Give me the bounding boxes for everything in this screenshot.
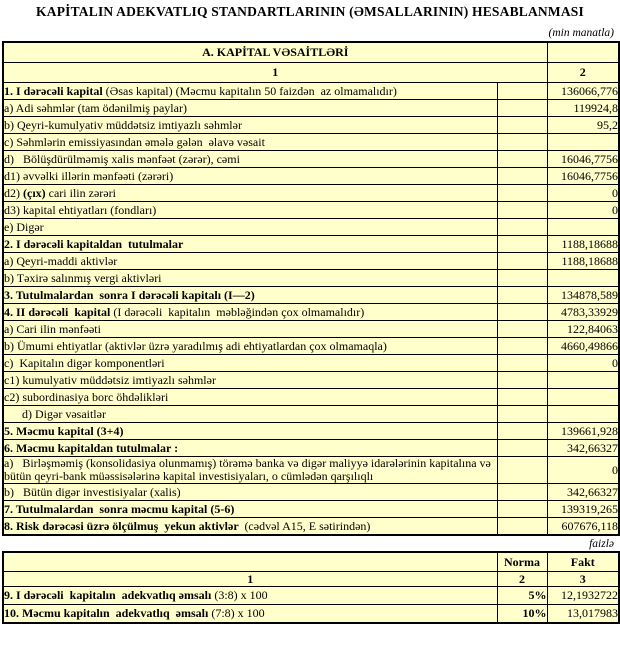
table-row: [3, 338, 619, 355]
capital-funds-table: [2, 41, 620, 536]
row-label-text: b) Təxirə salınmış vergi aktivləri: [4, 270, 162, 285]
table-row: [3, 168, 619, 185]
row-label-text: a) Cari ilin mənfəəti: [4, 321, 101, 336]
row-label: [3, 423, 497, 440]
row-label: [3, 605, 497, 624]
table-row: [3, 389, 619, 406]
row-label: [3, 270, 497, 287]
table-row: [3, 117, 619, 134]
row-label: [3, 304, 497, 321]
row-label: [3, 501, 497, 518]
row-value: 16046,7756: [547, 151, 619, 168]
row-label: [3, 321, 497, 338]
table-row: [3, 518, 619, 536]
row-label: [3, 518, 497, 536]
table-row: [3, 406, 619, 423]
row-label: [3, 406, 497, 423]
row-label: [3, 202, 497, 219]
row-label: [3, 457, 497, 484]
row-label: [3, 117, 497, 134]
row-norma-value: 10%: [497, 605, 547, 624]
row-middle-cell: [497, 236, 547, 253]
row-value: 16046,7756: [547, 168, 619, 185]
row-label-text: d) Digər vəsaitlər: [4, 406, 106, 421]
row-value: 122,84063: [547, 321, 619, 338]
row-fakt-value: 13,017983: [547, 605, 619, 624]
table-row: [3, 355, 619, 372]
table-row: [3, 83, 619, 100]
row-label: [3, 484, 497, 501]
row-middle-cell: [497, 253, 547, 270]
row-value: [547, 270, 619, 287]
row-middle-cell: [497, 287, 547, 304]
row-label: [3, 440, 497, 457]
row-label-text: 1. I dərəcəli kapital (Əsas kapital) (Məcmu kapitalın 50 faizdən az olmamalıdır): [4, 83, 397, 98]
row-value: 1188,18688: [547, 253, 619, 270]
row-middle-cell: [497, 168, 547, 185]
table-row: [3, 501, 619, 518]
row-label: [3, 151, 497, 168]
row-value: 0: [547, 457, 619, 484]
table-row: [3, 605, 619, 624]
row-label: [3, 338, 497, 355]
row-middle-cell: [497, 518, 547, 536]
row-middle-cell: [497, 440, 547, 457]
table-row: [3, 287, 619, 304]
section-header-row: [3, 42, 619, 63]
row-label-text: 10. Məcmu kapitalın adekvatlıq əmsalı (7:8) x 100: [4, 606, 265, 620]
row-middle-cell: [497, 202, 547, 219]
percent-note: faizlə: [589, 538, 614, 550]
row-middle-cell: [497, 83, 547, 100]
row-middle-cell: [497, 134, 547, 151]
row-value: [547, 134, 619, 151]
row-middle-cell: [497, 117, 547, 134]
row-value: [547, 389, 619, 406]
row-label-text: a) Birləşməmiş (konsolidasiya olunmamış) törəmə banka və digər maliyyə idarələrinin kapitalına və bütün qeyri-bank müəssisələrinə kapital investisiyaları, o cümlədən qarşılıqlı: [4, 456, 494, 483]
row-value: 136066,776: [547, 83, 619, 100]
row-value: 139319,265: [547, 501, 619, 518]
row-label-text: d) Bölüşdürülməmiş xalis mənfəət (zərər), cəmi: [4, 151, 240, 166]
row-label-text: 6. Məcmu kapitaldan tutulmalar :: [4, 440, 179, 455]
row-middle-cell: [497, 185, 547, 202]
table-row: [3, 587, 619, 605]
row-value: [547, 219, 619, 236]
table-row: [3, 372, 619, 389]
row-label-text: 4. II dərəcəli kapital (I dərəcəli kapitalın məbləğindən çox olmamalıdır): [4, 304, 365, 319]
row-middle-cell: [497, 338, 547, 355]
row-middle-cell: [497, 423, 547, 440]
row-label: [3, 185, 497, 202]
row-label: [3, 83, 497, 100]
row-middle-cell: [497, 389, 547, 406]
table-row: [3, 219, 619, 236]
row-value: [547, 406, 619, 423]
row-value: [547, 372, 619, 389]
row-value: 119924,8: [547, 100, 619, 117]
row-norma-value: 5%: [497, 587, 547, 605]
row-value: 607676,118: [547, 518, 619, 536]
column-number-2: 2: [547, 63, 619, 83]
row-label-text: b) Qeyri-kumulyativ müddətsiz imtiyazlı səhmlər: [4, 117, 242, 132]
row-middle-cell: [497, 321, 547, 338]
row-middle-cell: [497, 219, 547, 236]
section-header: A. KAPİTAL VƏSAİTLƏRİ: [3, 42, 547, 63]
row-value: 0: [547, 355, 619, 372]
table-row: [3, 440, 619, 457]
table-row: [3, 304, 619, 321]
row-middle-cell: [497, 100, 547, 117]
row-label-text: 9. I dərəcəli kapitalın adekvatlıq əmsalı (3:8) x 100: [4, 588, 268, 602]
table-row: [3, 151, 619, 168]
row-value: 0: [547, 202, 619, 219]
table-row: [3, 270, 619, 287]
column-number-row: [3, 63, 619, 83]
row-value: 95,2: [547, 117, 619, 134]
row-label: [3, 253, 497, 270]
table-row: [3, 185, 619, 202]
page-title: KAPİTALIN ADEKVATLIQ STANDARTLARININ (ƏMSALLARININ) HESABLANMASI: [36, 4, 584, 19]
row-label-text: b) Ümumi ehtiyatlar (aktivlər üzrə yaradılmış adi ehtiyatlardan çox olmamaqla): [4, 338, 387, 353]
row-label-text: 3. Tutulmalardan sonra I dərəcəli kapitalı (I—2): [4, 287, 255, 302]
row-label-text: 8. Risk dərəcəsi üzrə ölçülmuş yekun aktivlər (cədvəl A15, E sətirindən): [4, 518, 371, 533]
row-label: [3, 287, 497, 304]
row-middle-cell: [497, 304, 547, 321]
row-label-text: a) Qeyri-maddi aktivlər: [4, 253, 118, 268]
row-label: [3, 168, 497, 185]
ratio-header-norma: Norma: [497, 552, 547, 572]
ratio-column-number-row: [3, 572, 619, 587]
row-label: [3, 219, 497, 236]
table-row: [3, 457, 619, 484]
row-value: 1188,18688: [547, 236, 619, 253]
ratio-header-empty-cell: [3, 552, 497, 572]
table-row: [3, 134, 619, 151]
table-row: [3, 484, 619, 501]
row-label-text: a) Adi səhmlər (tam ödənilmiş paylar): [4, 100, 187, 115]
ratio-header-fakt: Fakt: [547, 552, 619, 572]
row-label: [3, 372, 497, 389]
row-label-text: c2) subordinasiya borc öhdəlikləri: [4, 389, 169, 404]
row-label: [3, 134, 497, 151]
row-value: 4783,33929: [547, 304, 619, 321]
row-label: [3, 587, 497, 605]
row-label-text: b) Bütün digər investisiyalar (xalis): [4, 484, 181, 499]
row-value: 134878,589: [547, 287, 619, 304]
table-row: [3, 236, 619, 253]
row-label-text: c1) kumulyativ müddətsiz imtiyazlı səhmlər: [4, 372, 216, 387]
row-value: 4660,49866: [547, 338, 619, 355]
column-number-1: 1: [3, 63, 547, 83]
row-label: [3, 389, 497, 406]
row-value: 0: [547, 185, 619, 202]
table-row: [3, 202, 619, 219]
row-middle-cell: [497, 151, 547, 168]
table-row: [3, 253, 619, 270]
row-value: 342,66327: [547, 440, 619, 457]
table-row: [3, 100, 619, 117]
row-label-text: d2) (çıx) cari ilin zərəri: [4, 185, 116, 200]
ratio-header-row: [3, 552, 619, 572]
row-value: 342,66327: [547, 484, 619, 501]
row-label: [3, 236, 497, 253]
row-middle-cell: [497, 501, 547, 518]
table-row: [3, 423, 619, 440]
row-middle-cell: [497, 484, 547, 501]
row-label: [3, 355, 497, 372]
table-row: [3, 321, 619, 338]
row-fakt-value: 12,1932722: [547, 587, 619, 605]
row-middle-cell: [497, 355, 547, 372]
row-label-text: e) Digər: [4, 219, 44, 234]
row-value: 139661,928: [547, 423, 619, 440]
row-label-text: 5. Məcmu kapital (3+4): [4, 423, 124, 438]
row-label-text: d1) əvvəlki illərin mənfəəti (zərəri): [4, 168, 174, 183]
row-middle-cell: [497, 406, 547, 423]
ratio-column-number-3: 3: [547, 572, 619, 587]
row-label-text: c) Kapitalın digər komponentləri: [4, 355, 165, 370]
unit-note: (min manatla): [548, 27, 614, 39]
row-label-text: d3) kapital ehtiyatları (fondları): [4, 202, 157, 217]
row-label-text: 7. Tutulmalardan sonra məcmu kapital (5-6): [4, 501, 235, 516]
row-middle-cell: [497, 270, 547, 287]
ratio-column-number-2: 2: [497, 572, 547, 587]
row-middle-cell: [497, 372, 547, 389]
section-header-value-cell: [547, 42, 619, 63]
ratio-column-number-1: 1: [3, 572, 497, 587]
row-label: [3, 100, 497, 117]
row-middle-cell: [497, 457, 547, 484]
row-label-text: c) Səhmlərin emissiyasından əmələ gələn əlavə vəsait: [4, 134, 265, 149]
row-label-text: 2. I dərəcəli kapitaldan tutulmalar: [4, 236, 184, 251]
adequacy-ratios-table: [2, 551, 620, 624]
